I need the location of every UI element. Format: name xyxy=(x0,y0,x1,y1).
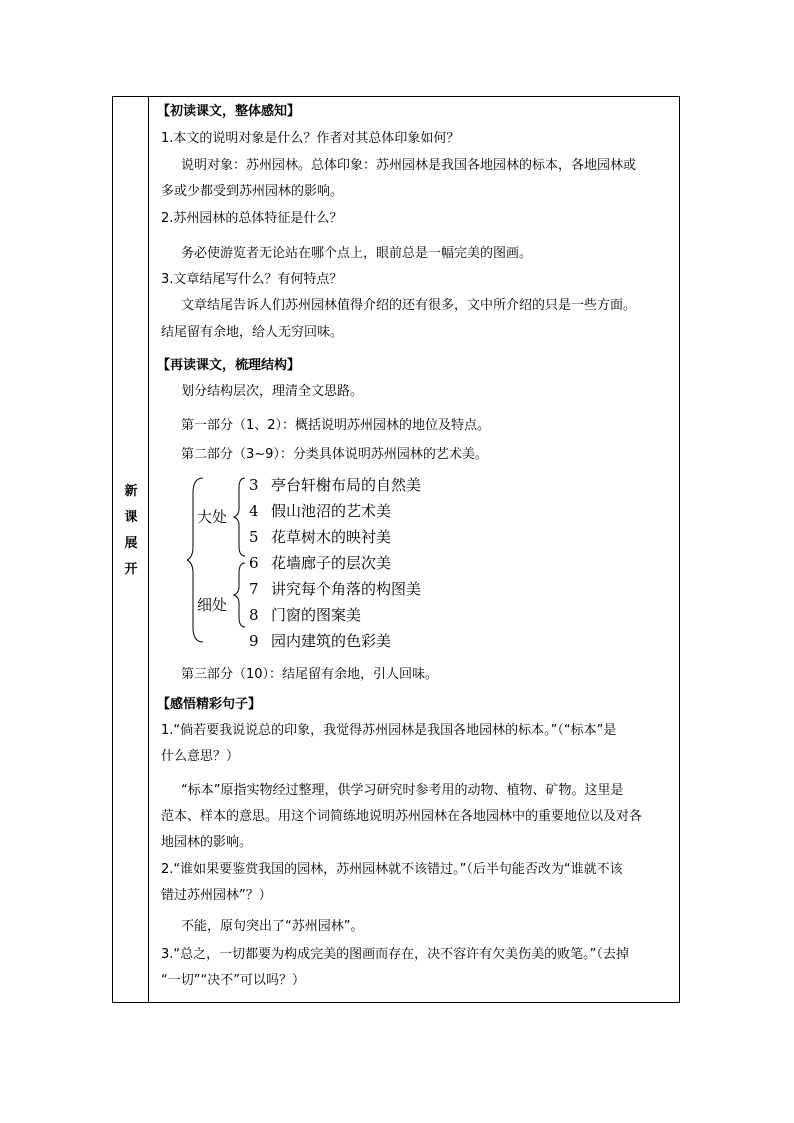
outline-item-text: 花草树木的映衬美 xyxy=(271,528,392,546)
section-heading: 【再读课文，梳理结构】 xyxy=(157,358,301,373)
answer-3-line-1: 文章结尾告诉人们苏州园林值得介绍的还有很多，文中所介绍的只是一些方面。 xyxy=(181,298,637,313)
outline-item-number: 3 xyxy=(249,476,259,494)
brace-diagram xyxy=(187,475,257,645)
question-1: 1.本文的说明对象是什么？作者对其总体印象如何？ xyxy=(161,131,460,146)
outline-item-number: 8 xyxy=(249,606,259,624)
answer-1-line-2: 多或少都受到苏州园林的影响。 xyxy=(161,184,344,199)
section-heading: 【感悟精彩句子】 xyxy=(157,697,262,712)
question-3: 3.文章结尾写什么？有何特点？ xyxy=(161,272,343,287)
lesson-table xyxy=(112,96,680,1003)
part-2: 第二部分（3~9）：分类具体说明苏州园林的艺术美。 xyxy=(181,447,488,462)
answer-2: 务必使游览者无论站在哪个点上，眼前总是一幅完美的图画。 xyxy=(181,246,533,261)
side-label-char: 展 xyxy=(124,536,138,551)
sentence-question-2-line-1: 2.“谁如果要鉴赏我国的园林，苏州园林就不该错过。”（后半句能否改为“谁就不该 xyxy=(161,862,623,877)
sentence-question-3-line-1: 3.“总之，一切都要为构成完美的图画而存在，决不容许有欠美伤美的败笔。”（去掉 xyxy=(161,947,629,962)
side-label-char: 开 xyxy=(124,562,138,577)
outline-item-number: 5 xyxy=(249,528,259,546)
outline-item-number: 9 xyxy=(249,632,259,650)
part-1: 第一部分（1、2）：概括说明苏州园林的地位及特点。 xyxy=(181,418,491,433)
sentence-answer-1-line-3: 地园林的影响。 xyxy=(161,835,253,850)
outline-item-text: 花墙廊子的层次美 xyxy=(271,554,392,572)
sentence-question-1-line-1: 1.“倘若要我说说总的印象，我觉得苏州园林是我国各地园林的标本。”（“标本”是 xyxy=(161,723,617,738)
question-2: 2.苏州园林的总体特征是什么？ xyxy=(161,211,343,226)
outline-item-text: 假山池沼的艺术美 xyxy=(271,502,392,520)
outline-item-text: 亭台轩榭布局的自然美 xyxy=(271,476,422,494)
structure-intro: 划分结构层次，理清全文思路。 xyxy=(181,384,364,399)
side-label-char: 新 xyxy=(124,484,138,499)
section-heading: 【初读课文，整体感知】 xyxy=(157,104,301,119)
sentence-question-1-line-2: 什么意思？） xyxy=(161,749,240,764)
sentence-answer-1-line-1: “标本”原指实物经过整理，供学习研究时参考用的动物、植物、矿物。这里是 xyxy=(181,783,624,798)
side-label-column xyxy=(113,97,149,1002)
part-3: 第三部分（10）：结尾留有余地，引人回味。 xyxy=(181,667,439,682)
sentence-answer-1-line-2: 范本、样本的意思。用这个词简练地说明苏州园林在各地园林中的重要地位以及对各 xyxy=(161,809,643,824)
side-label-char: 课 xyxy=(124,510,138,525)
answer-1-line-1: 说明对象：苏州园林。总体印象：苏州园林是我国各地园林的标本，各地园林或 xyxy=(181,158,637,173)
outline-item-text: 门窗的图案美 xyxy=(271,606,362,624)
outline-group-label-detail: 细处 xyxy=(197,596,228,614)
sentence-question-2-line-2: 错过苏州园林”？） xyxy=(161,888,272,903)
outline-group-label-large: 大处 xyxy=(197,508,228,526)
outline-item-number: 4 xyxy=(249,502,259,520)
sentence-question-3-line-2: “一切”“决不”可以吗？） xyxy=(161,973,305,988)
sentence-answer-2: 不能，原句突出了“苏州园林”。 xyxy=(181,919,364,934)
outline-item-text: 园内建筑的色彩美 xyxy=(271,632,392,650)
outline-item-text: 讲究每个角落的构图美 xyxy=(271,580,422,598)
outline-item-number: 7 xyxy=(249,580,259,598)
outline-item-number: 6 xyxy=(249,554,259,572)
answer-3-line-2: 结尾留有余地，给人无穷回味。 xyxy=(161,325,344,340)
